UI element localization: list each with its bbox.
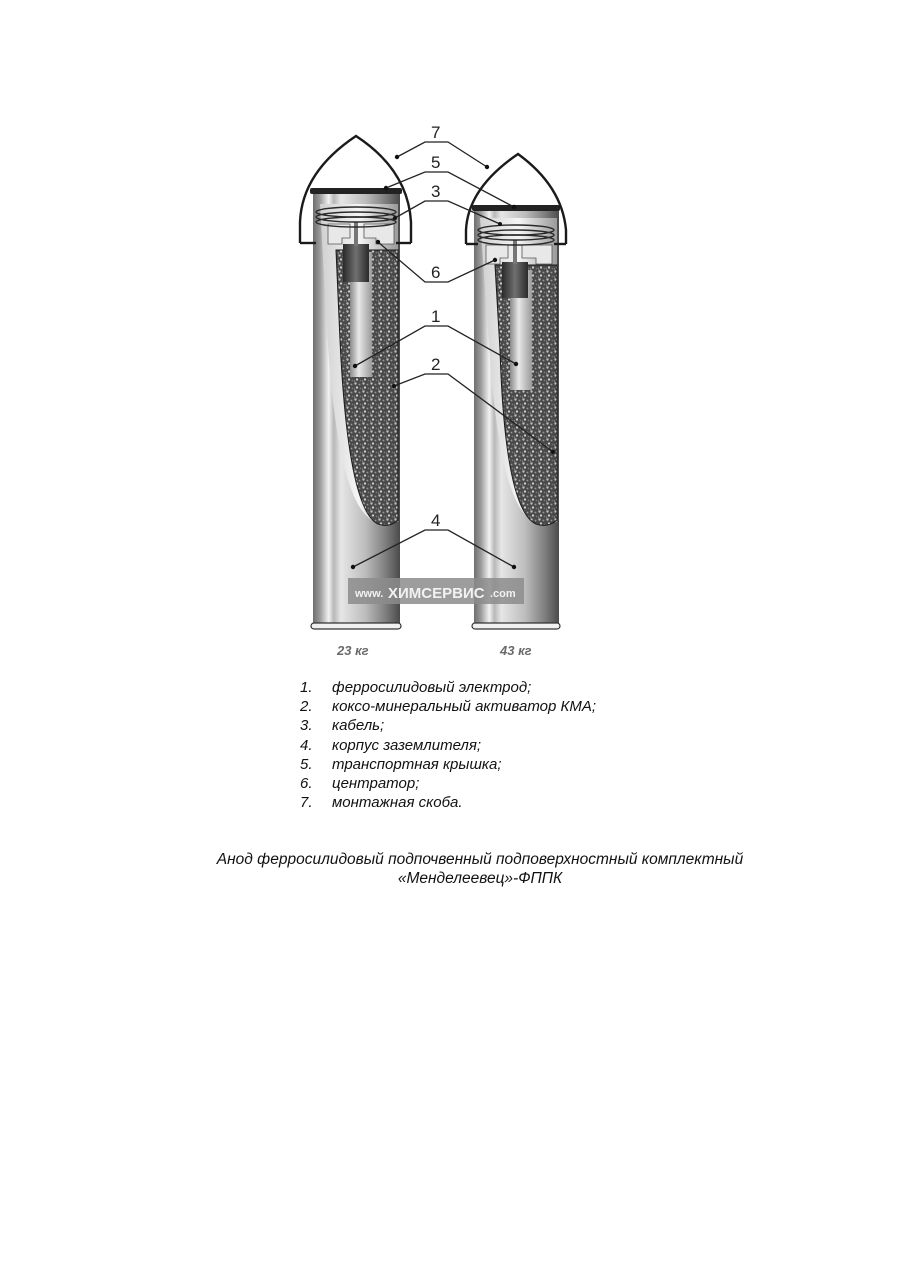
unit-23kg [300,136,411,629]
legend-text: ферросилидовый электрод; [332,679,532,696]
legend-item [300,774,596,793]
callout-2: 2 [431,355,441,374]
anode-diagram [290,110,600,670]
legend-text: корпус заземлителя; [332,736,482,754]
legend-number: 2. [300,698,313,716]
legend-number: 5. [300,755,313,773]
legend-item [300,755,596,774]
legend-text: кабель; [332,717,385,735]
caption-line-2: «Менделеевец»-ФППК [397,870,563,887]
callout-1: 1 [431,307,441,326]
callout-6: 6 [431,263,441,282]
legend-number: 6. [300,775,313,793]
svg-text:www.: www. [355,588,384,600]
legend-number: 4. [300,736,313,754]
legend-text: транспортная крышка; [332,755,502,773]
watermark [348,578,524,604]
legend-text: центратор; [332,775,420,793]
legend-text: монтажная скоба. [332,794,463,812]
caption-line-1: Анод ферросилидовый подпочвенный подповерхностный комплектный [216,851,744,868]
legend-number: 3. [300,717,313,735]
unit-43kg [466,154,566,629]
legend-item [300,678,596,697]
figure-caption [150,850,810,888]
weight-label-43kg: 43 кг [500,643,532,658]
callout-5: 5 [431,153,441,172]
callout-4: 4 [431,511,441,530]
legend-text: коксо-минеральный активатор КМА; [332,698,597,716]
legend-item [300,736,596,755]
callout-7: 7 [431,123,441,142]
legend-number: 1. [300,679,313,696]
legend-number: 7. [300,794,313,812]
parts-legend [300,678,596,812]
svg-text:.com: .com [490,588,516,600]
legend-item [300,793,596,812]
weight-label-23kg: 23 кг [337,643,369,658]
svg-text:ХИМСЕРВИС: ХИМСЕРВИС [388,585,485,602]
callout-3: 3 [431,182,441,201]
legend-item [300,716,596,735]
anode-diagram-graphic [290,110,600,670]
legend-item [300,697,596,716]
